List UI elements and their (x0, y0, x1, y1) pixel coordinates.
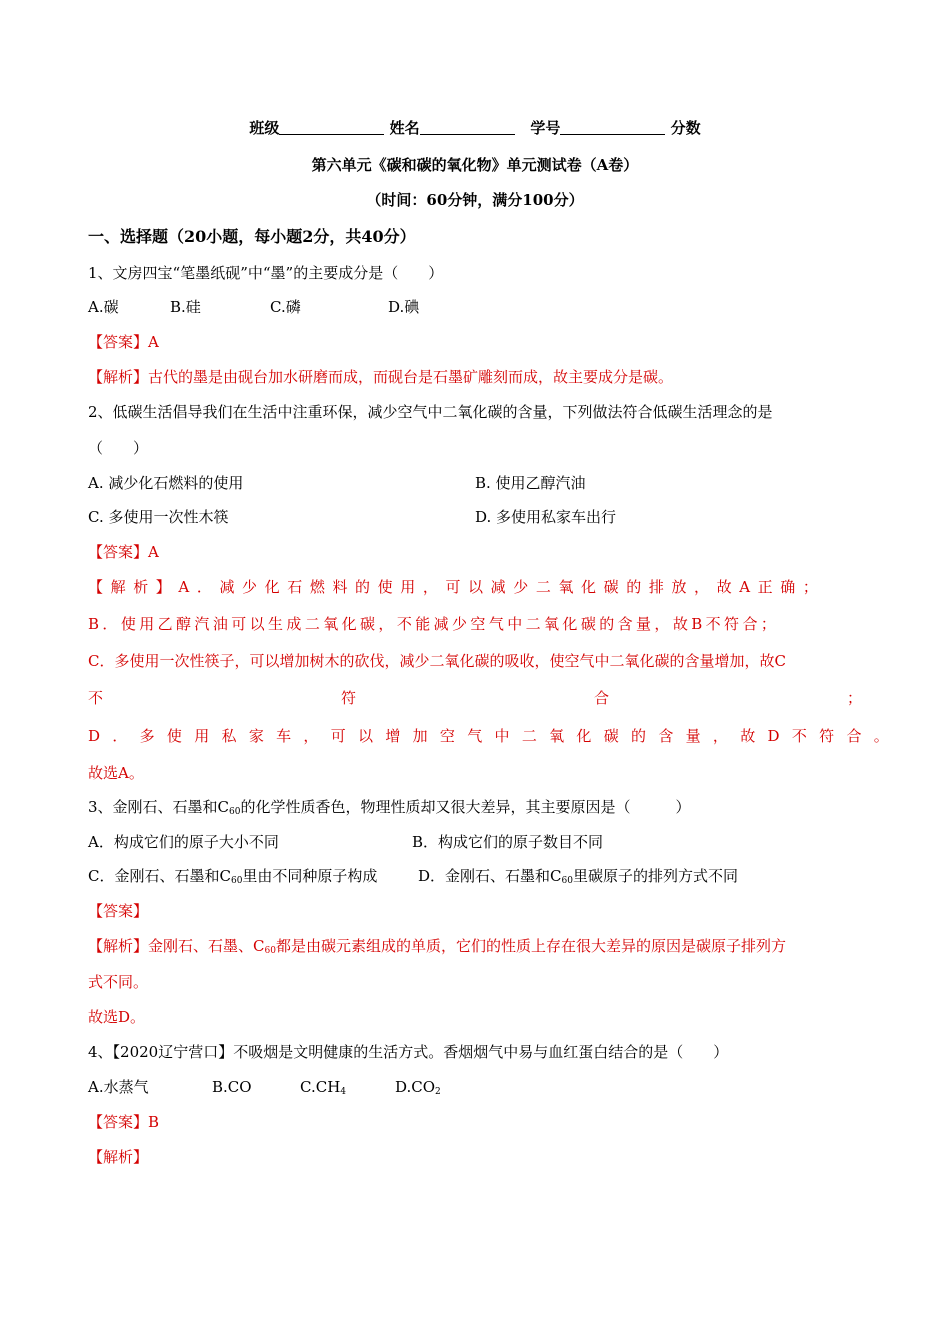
q3-conclusion: 故选D。 (88, 1008, 146, 1026)
q4-option-d: $D.CO_2$ (395, 1078, 441, 1097)
q3-analysis: 【解析】金刚石、石墨、$C_{60}$都是由碳元素组成的单质，它们的性质上存在很大差异的原因是碳原子排列方 (88, 937, 786, 956)
q3-analysis-line2: 式不同。 (88, 973, 149, 991)
q4-answer: 【答案】B (88, 1113, 160, 1131)
score-label: 分数 (670, 119, 701, 137)
q2-analysis-line3: C．多使用一次性筷子，可以增加树木的砍伐，减少二氧化碳的吸收，使空气中二氧化碳的含量增加，故C (88, 652, 786, 670)
name-blank[interactable] (420, 118, 515, 135)
q2-option-d: D. 多使用私家车出行 (475, 508, 617, 526)
q3-answer: 【答案】 (88, 902, 149, 920)
q2-option-c: C. 多使用一次性木筷 (88, 508, 229, 526)
q1-option-a: A.碳 (88, 298, 119, 316)
q4-analysis: 【解析】 (88, 1148, 149, 1166)
section-heading: 一、选择题（20小题，每小题2分，共40分） (88, 227, 416, 246)
page-subtitle: （时间：60分钟，满分100分） (366, 191, 584, 209)
q1-stem: 1、文房四宝“笔墨纸砚”中“墨”的主要成分是（ ） (88, 264, 444, 282)
q4-option-b: B.CO (212, 1078, 252, 1096)
q2-option-b: B. 使用乙醇汽油 (475, 474, 586, 492)
q2-conclusion: 故选A。 (88, 764, 144, 782)
q2-analysis-line2: B．使用乙醇汽油可以生成二氧化碳，不能减少空气中二氧化碳的含量，故B不符合； (88, 615, 780, 633)
id-blank[interactable] (560, 118, 665, 135)
q2-answer: 【答案】A (88, 543, 159, 561)
q4-stem: 4、【2020辽宁营口】不吸烟是文明健康的生活方式。香烟烟气中易与血红蛋白结合的是（ ） (88, 1043, 729, 1061)
q1-answer: 【答案】A (88, 333, 159, 351)
q3-option-b: B．构成它们的原子数目不同 (412, 833, 604, 851)
q1-option-b: B.硅 (170, 298, 201, 316)
q4-option-c: $C.CH_4$ (300, 1078, 347, 1097)
q1-option-c: C.磷 (270, 298, 301, 316)
class-blank[interactable] (279, 118, 384, 135)
q2-analysis-line1: 【解析】A．减少化石燃料的使用，可以减少二氧化碳的排放，故A正确； (88, 578, 826, 596)
q3-stem: 3、金刚石、石墨和$C_{60}$的化学性质香色，物理性质却又很大差异，其主要原因是（ ） (88, 798, 691, 817)
q2-option-a: A. 减少化石燃料的使用 (88, 474, 244, 492)
q2-stem-paren: （ ） (88, 439, 149, 457)
class-label: 班级 (249, 119, 280, 137)
q2-analysis-line4: 不 符 合 ； (88, 689, 862, 707)
q2-stem: 2、低碳生活倡导我们在生活中注重环保，减少空气中二氧化碳的含量，下列做法符合低碳生活理念的是 (88, 403, 773, 421)
header-fields (0, 118, 950, 138)
q3-option-c: C．金刚石、石墨和$C_{60}$里由不同种原子构成 (88, 867, 378, 886)
q1-analysis: 【解析】古代的墨是由砚台加水研磨而成，而砚台是石墨矿雕刻而成，故主要成分是碳。 (88, 368, 674, 386)
q1-option-d: D.碘 (388, 298, 420, 316)
q3-option-a: A．构成它们的原子大小不同 (88, 833, 279, 851)
page-title: 第六单元《碳和碳的氧化物》单元测试卷（A卷） (311, 156, 639, 174)
q4-option-a: A.水蒸气 (88, 1078, 149, 1096)
q3-option-d: D．金刚石、石墨和$C_{60}$里碳原子的排列方式不同 (418, 867, 738, 886)
name-label: 姓名 (389, 119, 420, 137)
q2-analysis-line5: D．多使用私家车，可以增加空气中二氧化碳的含量，故D不符合。 (88, 727, 902, 745)
id-label: 学号 (530, 119, 561, 137)
